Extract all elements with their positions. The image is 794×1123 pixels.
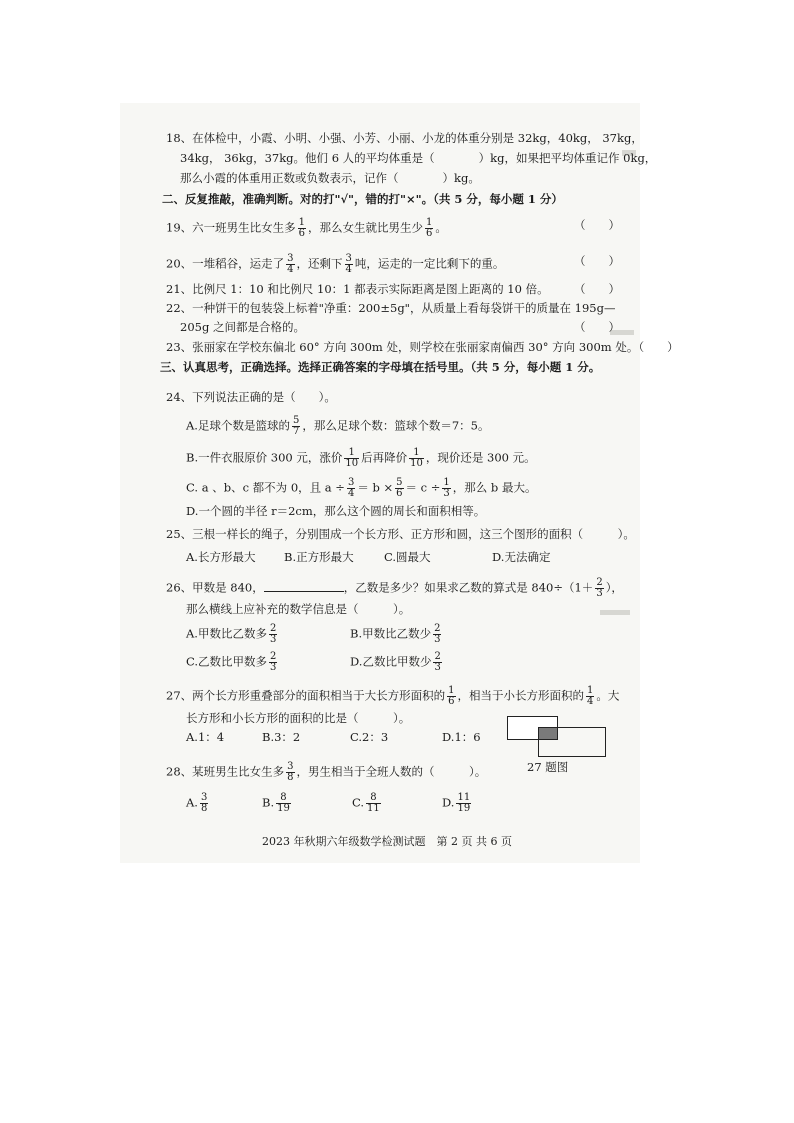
q28-option-c: C. $\frac{8}{11}$	[352, 792, 380, 814]
fraction: $\frac{1}{10}$	[345, 447, 359, 469]
fraction: $\frac{5}{6}$	[396, 477, 403, 499]
fraction: $\frac{2}{3}$	[596, 577, 603, 599]
section-3-heading: 三、认真思考，正确选择。选择正确答案的字母填在括号里。（共 5 分，每小题 1 分。	[160, 360, 601, 374]
q18-line3	[180, 171, 480, 186]
fraction: $\frac{2}{3}$	[434, 651, 441, 673]
q25-stem: 25、三根一样长的绳子，分别围成一个长方形、正方形和圆，这三个图形的面积（ ）。	[166, 527, 635, 541]
fraction: $\frac{11}{19}$	[457, 792, 471, 814]
q24-option-a: A.足球个数是篮球的 $\frac{5}{7}$ ，那么足球个数：篮球个数＝7：5。	[186, 415, 490, 437]
q18-line2-a: 34kg， 36kg，37kg。他们 6 人的平均体重是（	[180, 151, 435, 165]
fraction: $\frac{2}{3}$	[434, 623, 441, 645]
fraction: $\frac{8}{11}$	[367, 792, 380, 814]
fill-in-line[interactable]	[264, 580, 344, 592]
fraction: $\frac{1}{6}$	[448, 685, 455, 707]
fraction: $\frac{3}{4}$	[347, 477, 355, 499]
q24-option-d: D.一个圆的半径 r＝2cm，那么这个圆的周长和面积相等。	[186, 504, 486, 518]
fraction: $\frac{5}{7}$	[292, 415, 300, 437]
fraction: $\frac{1}{4}$	[587, 685, 594, 707]
q24-stem: 24、下列说法正确的是（ ）。	[166, 390, 336, 404]
q28-option-d: D. $\frac{11}{19}$	[442, 792, 471, 814]
fraction: $\frac{2}{3}$	[270, 651, 277, 673]
q27-line1: 27、两个长方形重叠部分的面积相当于大长方形面积的 $\frac{1}{6}$ ，相当于小长方形面积的 $\frac{1}{4}$ 。大	[166, 685, 620, 707]
q28-stem: 28、某班男生比女生多 $\frac{3}{8}$ ，男生相当于全班人数的（ ）。	[166, 761, 487, 783]
q25-option-c: C.圆最大	[384, 550, 431, 564]
q20-text-c: 吨，运走的一定比剩下的重。	[354, 256, 505, 271]
q27-line2: 长方形和小长方形的面积的比是（ ）。	[186, 711, 411, 725]
fraction: $\frac{3}{8}$	[287, 761, 294, 783]
q18-line3-b: ）kg。	[442, 171, 480, 185]
q26-line1: 26、甲数是 840， ，乙数是多少？如果求乙数的算式是 840÷（1＋ $\frac{2}{3}$ ），	[166, 577, 623, 599]
q28-option-b: B. $\frac{8}{19}$	[262, 792, 290, 814]
q20	[166, 254, 504, 275]
q18-line2-b: ）kg，如果把平均体重记作 0kg，	[478, 151, 657, 165]
q19-text-a: 19、六一班男生比女生多	[166, 220, 296, 235]
section-2-heading: 二、反复推敲，准确判断。对的打"√"，错的打"×"。（共 5 分，每小题 1 分）	[162, 192, 563, 206]
q20-answer-paren[interactable]: （ ）	[574, 254, 620, 268]
q24-option-b: B.一件衣服原价 300 元，涨价 $\frac{1}{10}$ 后再降价 $\frac{1}{10}$ ，现价还是 300 元。	[186, 447, 536, 469]
q27-option-d: D.1：6	[442, 730, 481, 744]
q23: 23、张丽家在学校东偏北 60° 方向 300m 处，则学校在张丽家南偏西 30° 方向 300m 处。（ ）	[166, 340, 679, 354]
q19	[166, 218, 447, 239]
q27-option-b: B.3：2	[262, 730, 301, 744]
q25-option-d: D.无法确定	[492, 550, 551, 564]
q25-option-b: B.正方形最大	[284, 550, 354, 564]
q22-line1: 22、一种饼干的包装袋上标着"净重：200±5g"，从质量上看每袋饼干的质量在 195g—	[166, 301, 616, 315]
q18-line3-a: 那么小霞的体重用正数或负数表示，记作（	[180, 171, 399, 185]
q27-figure-caption: 27 题图	[527, 760, 569, 774]
q20-text-b: ，还剩下	[296, 256, 343, 271]
q26-option-a: A.甲数比乙数多 $\frac{2}{3}$	[186, 623, 277, 645]
fraction: $\frac{1}{6}$	[298, 217, 306, 239]
q19-text-b: ，那么女生就比男生少	[308, 220, 424, 235]
fraction: $\frac{3}{4}$	[345, 253, 352, 275]
q21: 21、比例尺 1：10 和比例尺 10：1 都表示实际距离是图上距离的 10 倍。	[166, 282, 549, 296]
fraction: $\frac{1}{3}$	[443, 477, 450, 499]
q26-option-c: C.乙数比甲数多 $\frac{2}{3}$	[186, 651, 277, 673]
q28-option-a: A. $\frac{3}{8}$	[186, 792, 208, 814]
q22-answer-paren[interactable]: （ ）	[574, 320, 620, 334]
q18-line2	[180, 151, 656, 166]
fraction: $\frac{8}{19}$	[277, 792, 290, 814]
q26-line2: 那么横线上应补充的数学信息是（ ）。	[186, 602, 411, 616]
fraction: $\frac{1}{6}$	[426, 217, 433, 239]
fraction: $\frac{2}{3}$	[269, 623, 277, 645]
q21-answer-paren[interactable]: （ ）	[574, 282, 620, 296]
q19-answer-paren[interactable]: （ ）	[574, 218, 620, 232]
bleed-through-mark	[600, 610, 630, 615]
page-footer: 2023 年秋期六年级数学检测试题 第 2 页 共 6 页	[262, 835, 512, 848]
q19-text-c: 。	[435, 220, 447, 235]
fraction: $\frac{1}{10}$	[410, 447, 423, 469]
q24-option-c: C. a 、b、c 都不为 0，且 a ÷ $\frac{3}{4}$ ＝ b × $\frac{5}{6}$ ＝ c ÷ $\frac{1}{3}$ ，那么 b 最大。	[186, 477, 537, 499]
overlap-region	[539, 728, 557, 739]
q27-option-a: A.1：4	[186, 730, 225, 744]
q20-text-a: 20、一堆稻谷，运走了	[166, 256, 285, 271]
fraction: $\frac{3}{8}$	[200, 792, 208, 814]
q26-option-b: B.甲数比乙数少 $\frac{2}{3}$	[350, 623, 441, 645]
q25-option-a: A.长方形最大	[186, 550, 256, 564]
q18-line1: 18、在体检中，小霞、小明、小强、小芳、小丽、小龙的体重分别是 32kg，40kg， 37kg，	[166, 131, 643, 145]
q27-option-c: C.2：3	[350, 730, 389, 744]
fraction: $\frac{3}{4}$	[287, 253, 294, 275]
q22-line2: 205g 之间都是合格的。	[180, 320, 305, 334]
q26-option-d: D.乙数比甲数少 $\frac{2}{3}$	[350, 651, 441, 673]
